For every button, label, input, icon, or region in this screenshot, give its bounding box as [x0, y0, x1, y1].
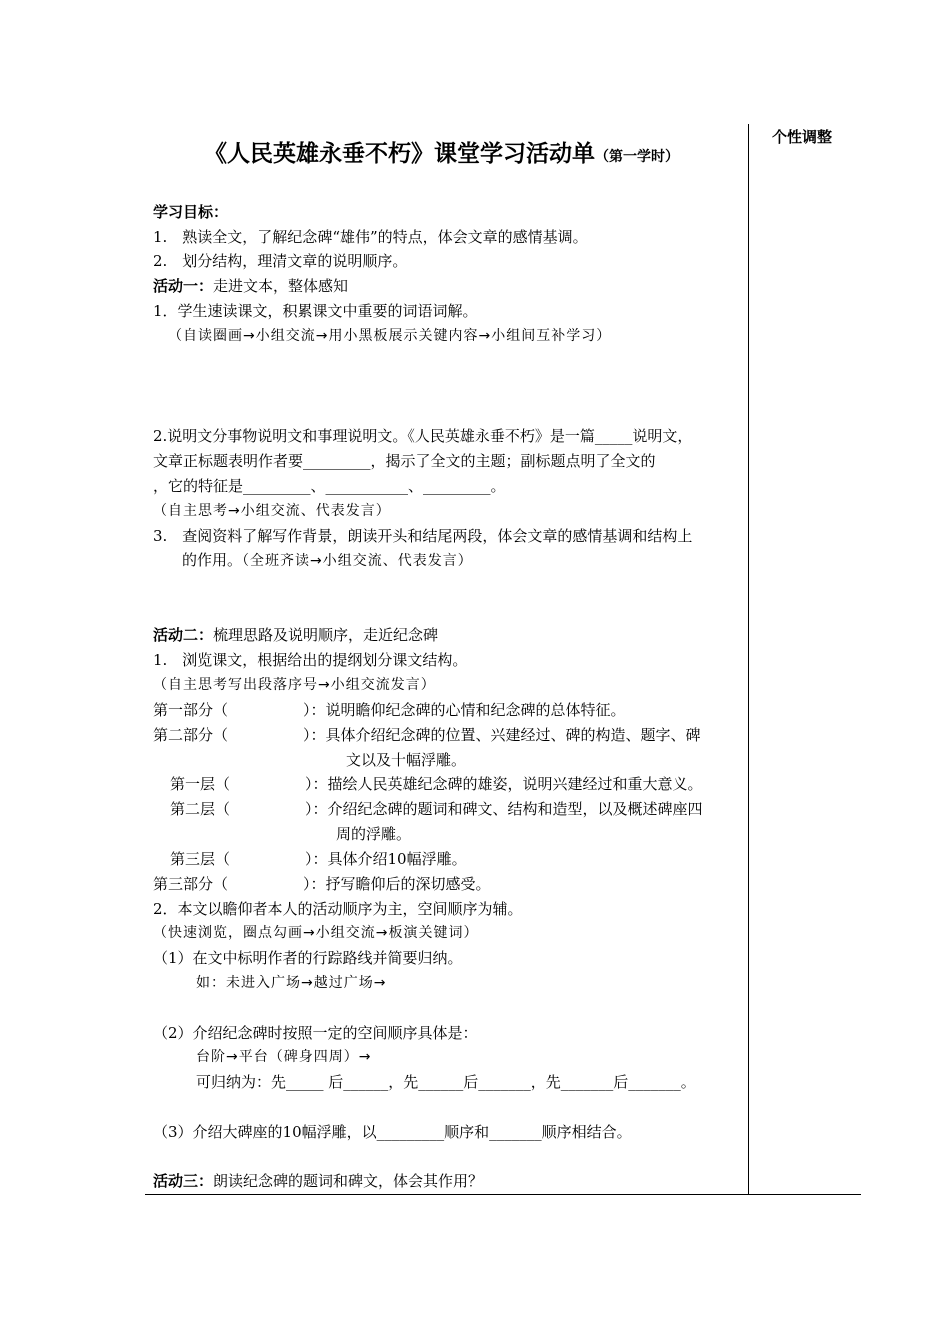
activity2-sub2-example: 台阶→平台（碑身四周）→ — [196, 1049, 372, 1065]
activity1-q2-method: （自主思考→小组交流、代表发言） — [153, 503, 391, 519]
structure-line: 文以及十幅浮雕。 — [346, 751, 467, 769]
activity2-q2: 2．本文以瞻仰者本人的活动顺序为主，空间顺序为辅。 — [153, 900, 523, 918]
activity1-label: 活动一： — [153, 277, 214, 295]
activity2-sub1: （1）在文中标明作者的行踪路线并简要归纳。 — [153, 949, 463, 967]
activity1-q3-method: （全班齐读→小组交流、代表发言） — [242, 553, 473, 569]
activity1-q2-line: 2.说明文分事物说明文和事理说明文。《人民英雄永垂不朽》是一篇_____说明文， — [153, 427, 693, 445]
goals-heading: 学习目标： — [153, 203, 229, 221]
title-text: 《人民英雄永垂不朽》课堂学习活动单 — [204, 141, 595, 167]
activity2-title: 梳理思路及说明顺序，走近纪念碑 — [213, 626, 439, 644]
activity1-q3-text: 的作用。 — [182, 551, 243, 569]
activity2-sub2: （2）介绍纪念碑时按照一定的空间顺序具体是： — [153, 1024, 478, 1042]
margin-divider — [748, 124, 749, 1195]
activity3-label: 活动三： — [153, 1172, 214, 1190]
activity2-sub2-summary: 可归纳为：先_____ 后______，先______后_______，先_______后_______。 — [196, 1073, 696, 1091]
structure-line: 第二层（ ）：介绍纪念碑的题词和碑文、结构和造型，以及概述碑座四 — [170, 800, 703, 818]
structure-line: 第一部分（ ）：说明瞻仰纪念碑的心情和纪念碑的总体特征。 — [153, 701, 626, 719]
activity1-heading — [153, 275, 348, 297]
activity2-label: 活动二： — [153, 626, 214, 644]
activity2-q2-method: （快速浏览，圈点勾画→小组交流→板演关键词） — [153, 925, 479, 941]
activity1-title: 走进文本，整体感知 — [213, 277, 349, 295]
activity1-q2-line: ，它的特征是_________、___________、_________。 — [153, 477, 506, 495]
activity1-q1-method: （自读圈画→小组交流→用小黑板展示关键内容→小组间互补学习） — [168, 328, 612, 344]
activity1-q3-line: 3. 查阅资料了解写作背景，朗读开头和结尾两段，体会文章的感情基调和结构上 — [153, 527, 693, 545]
structure-line: 第二部分（ ）：具体介绍纪念碑的位置、兴建经过、碑的构造、题字、碑 — [153, 726, 701, 744]
activity3-title: 朗读纪念碑的题词和碑文，体会其作用？ — [213, 1172, 484, 1190]
activity1-q2-line: 文章正标题表明作者要_________，揭示了全文的主题；副标题点明了全文的 — [153, 452, 656, 470]
activity2-sub1-example: 如：未进入广场→越过广场→ — [196, 975, 387, 991]
structure-line: 第一层（ ）：描绘人民英雄纪念碑的雄姿，说明兴建经过和重大意义。 — [170, 775, 703, 793]
structure-line: 第三部分（ ）：抒写瞻仰后的深切感受。 — [153, 875, 491, 893]
structure-line: 第三层（ ）：具体介绍10幅浮雕。 — [170, 850, 467, 868]
side-column-header: 个性调整 — [772, 128, 833, 146]
activity2-q1-method: （自主思考写出段落序号→小组交流发言） — [153, 677, 436, 693]
activity2-heading — [153, 624, 438, 646]
activity2-sub3: （3）介绍大碑座的10幅浮雕，以_________顺序和_______顺序相结合。 — [153, 1123, 632, 1141]
page-title — [204, 135, 679, 168]
goal-item: 2. 划分结构，理清文章的说明顺序。 — [153, 252, 408, 270]
bottom-rule — [145, 1194, 861, 1195]
goal-item: 1. 熟读全文，了解纪念碑“雄伟”的特点，体会文章的感情基调。 — [153, 228, 588, 246]
activity1-q3-line — [182, 549, 473, 572]
structure-line: 周的浮雕。 — [336, 825, 412, 843]
activity3-heading — [153, 1170, 483, 1192]
title-note: （第一学时） — [595, 149, 679, 165]
activity2-q1: 1. 浏览课文，根据给出的提纲划分课文结构。 — [153, 651, 468, 669]
activity1-q1: 1．学生速读课文，积累课文中重要的词语词解。 — [153, 302, 478, 320]
